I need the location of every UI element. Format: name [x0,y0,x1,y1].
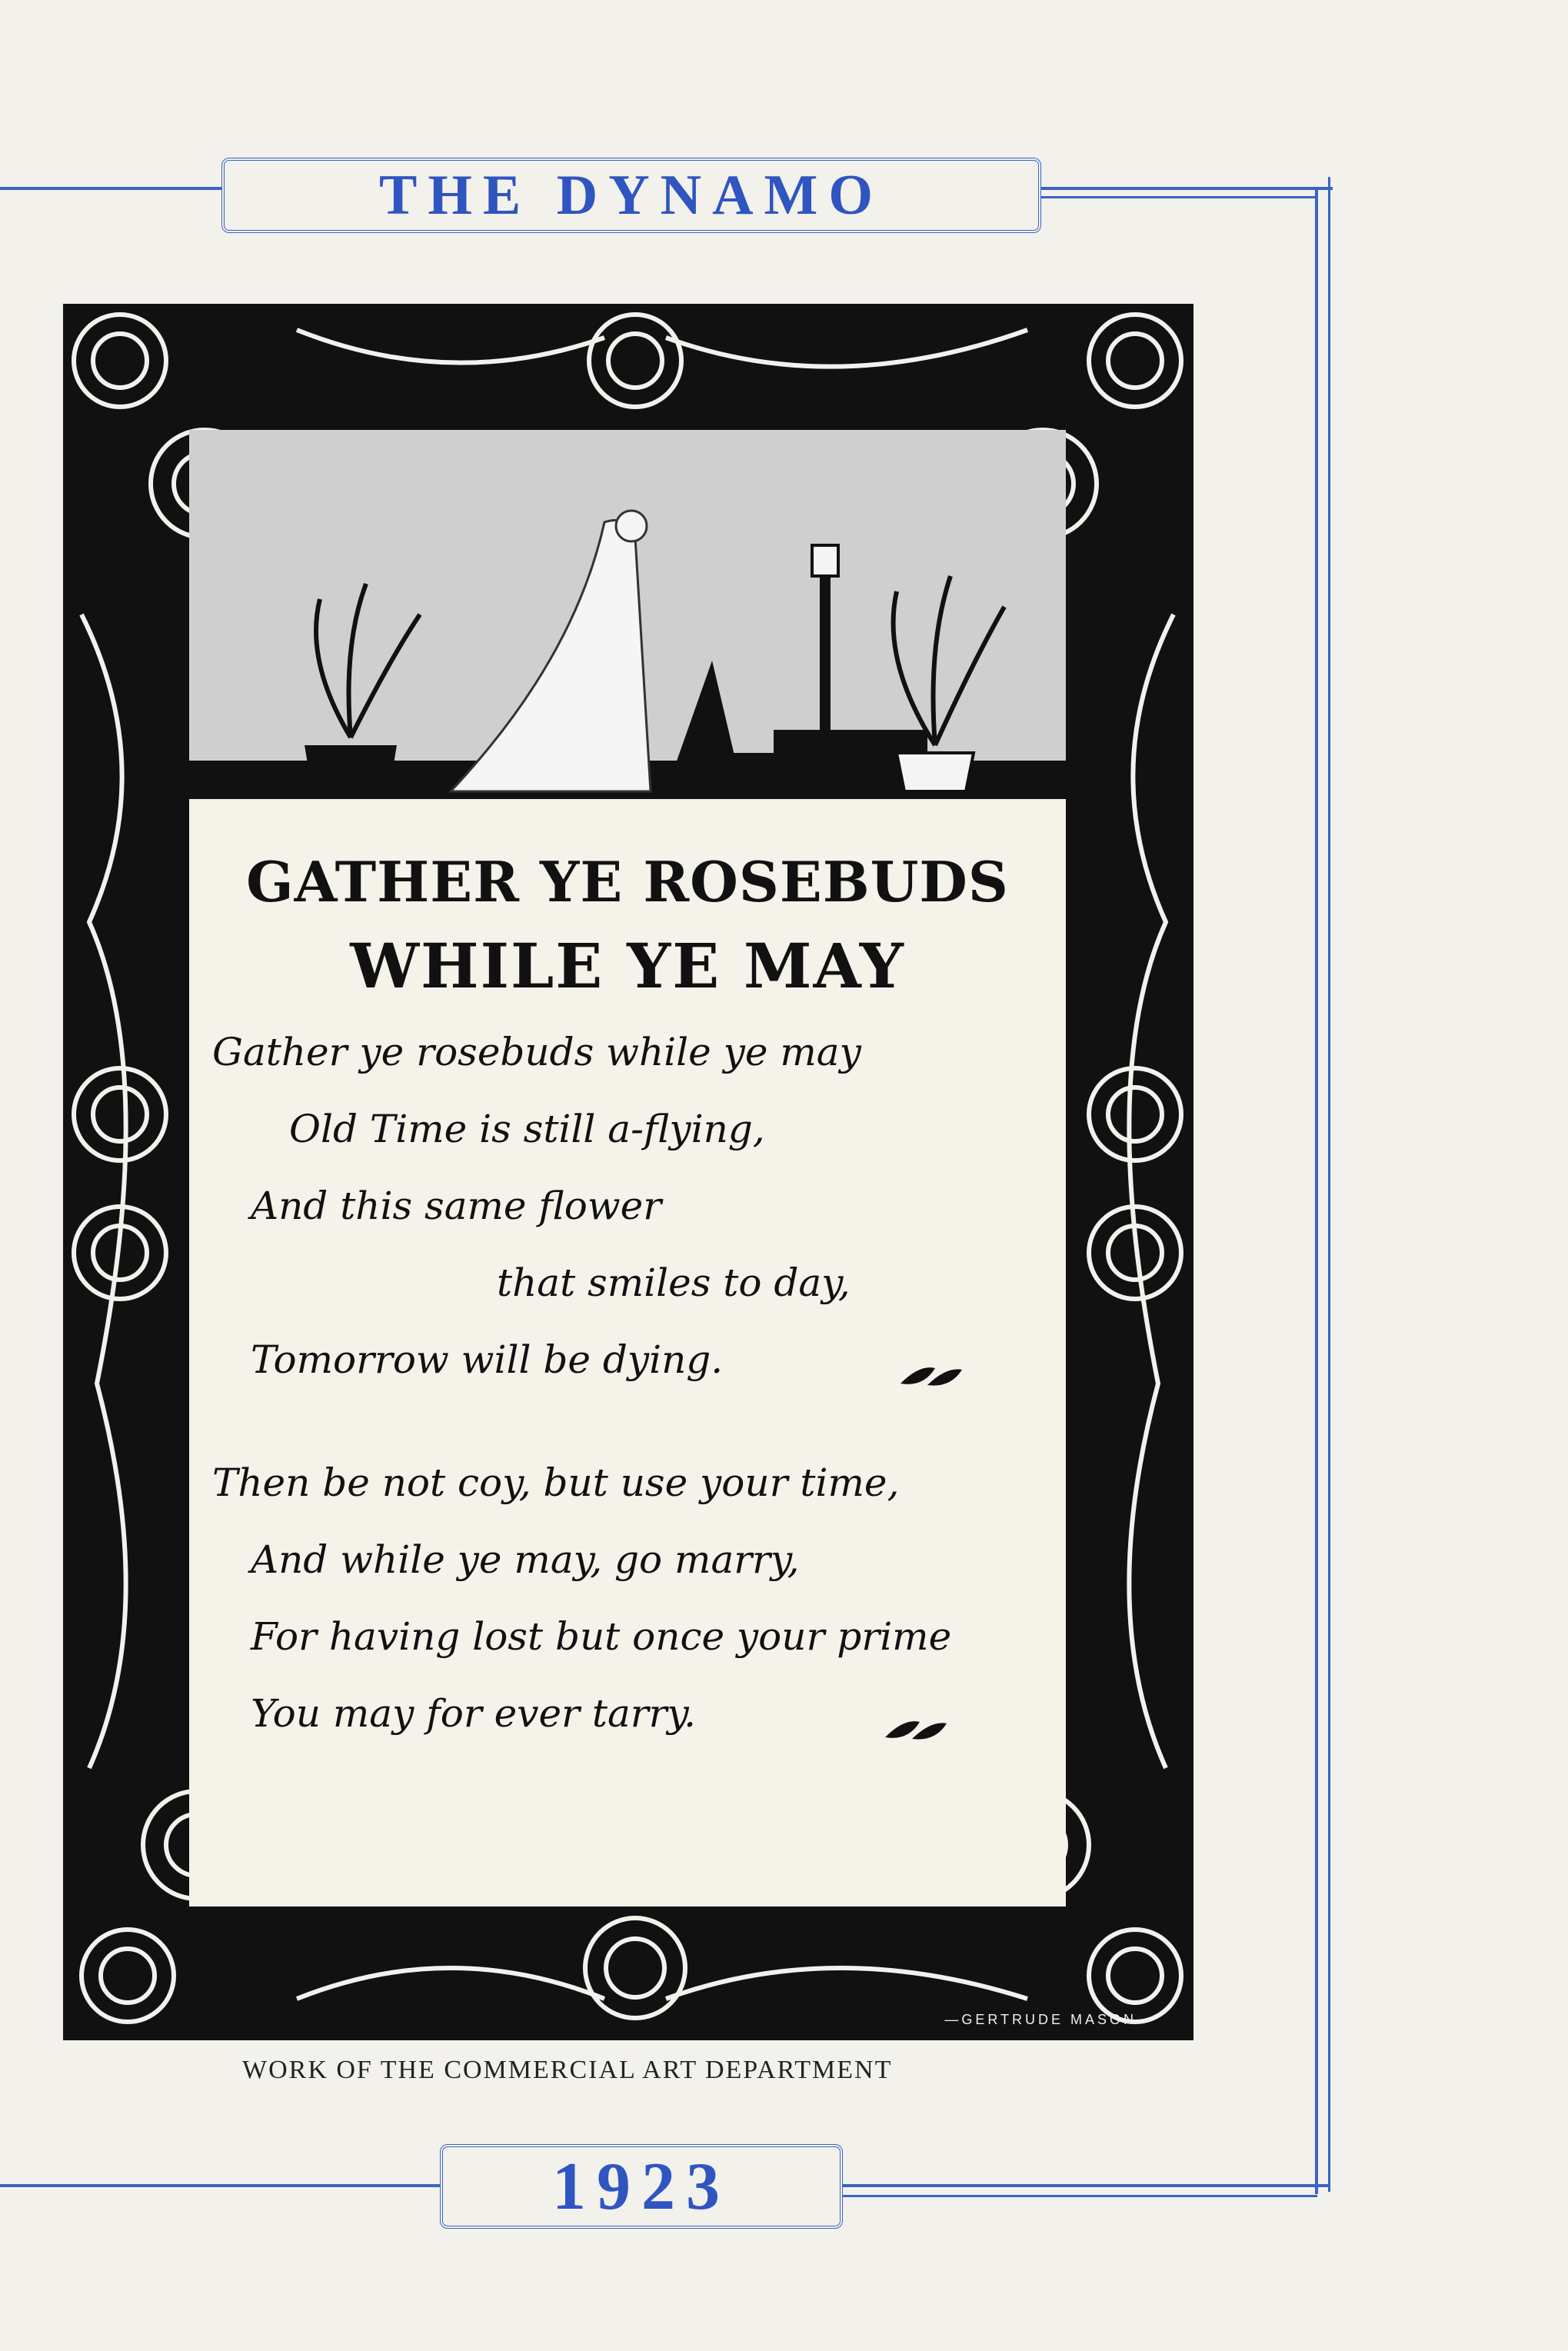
poem-line: Old Time is still a-flying, [289,1107,765,1151]
poem-line [212,1030,861,1074]
leaf-ornament [881,1714,950,1745]
frame-bottom-line-left [0,2184,442,2187]
poem-panel [189,799,1066,1906]
poem-line: that smiles to day, [497,1260,851,1305]
frame-top-line-2 [1033,196,1317,198]
footer-year: 1923 [440,2144,843,2229]
poem-line: Then be not coy, but use your time, [212,1460,900,1505]
poem-line: You may for ever tarry. [251,1691,697,1736]
illustration-scene [189,430,1066,799]
frame-top-line-left [0,187,225,190]
frame-right-line-outer [1328,177,1330,2192]
bride-illustration [189,430,1066,799]
poem-artwork [63,304,1193,2040]
header-title: THE DYNAMO [221,158,1041,233]
poem-line: And this same flower [251,1184,662,1228]
poem-title-line2: WHILE YE MAY [350,930,905,1002]
leaf-ornament [897,1360,966,1391]
poem-line: And while ye may, go marry, [251,1537,800,1582]
frame-right-line [1315,187,1318,2194]
poem-line-text: Gather ye rosebuds while ye may [212,1030,861,1074]
frame-bottom-line-2 [834,2195,1317,2197]
caption: WORK OF THE COMMERCIAL ART DEPARTMENT [242,2056,893,2084]
frame-top-line-right [1033,187,1333,190]
poem-line: For having lost but once your prime [251,1614,952,1659]
artist-signature: —GERTRUDE MASON— [944,2012,1154,2027]
frame-bottom-line-right [834,2184,1330,2187]
poem-line: Tomorrow will be dying. [251,1337,724,1382]
poem-title-line1: GATHER YE ROSEBUDS [246,849,1009,914]
